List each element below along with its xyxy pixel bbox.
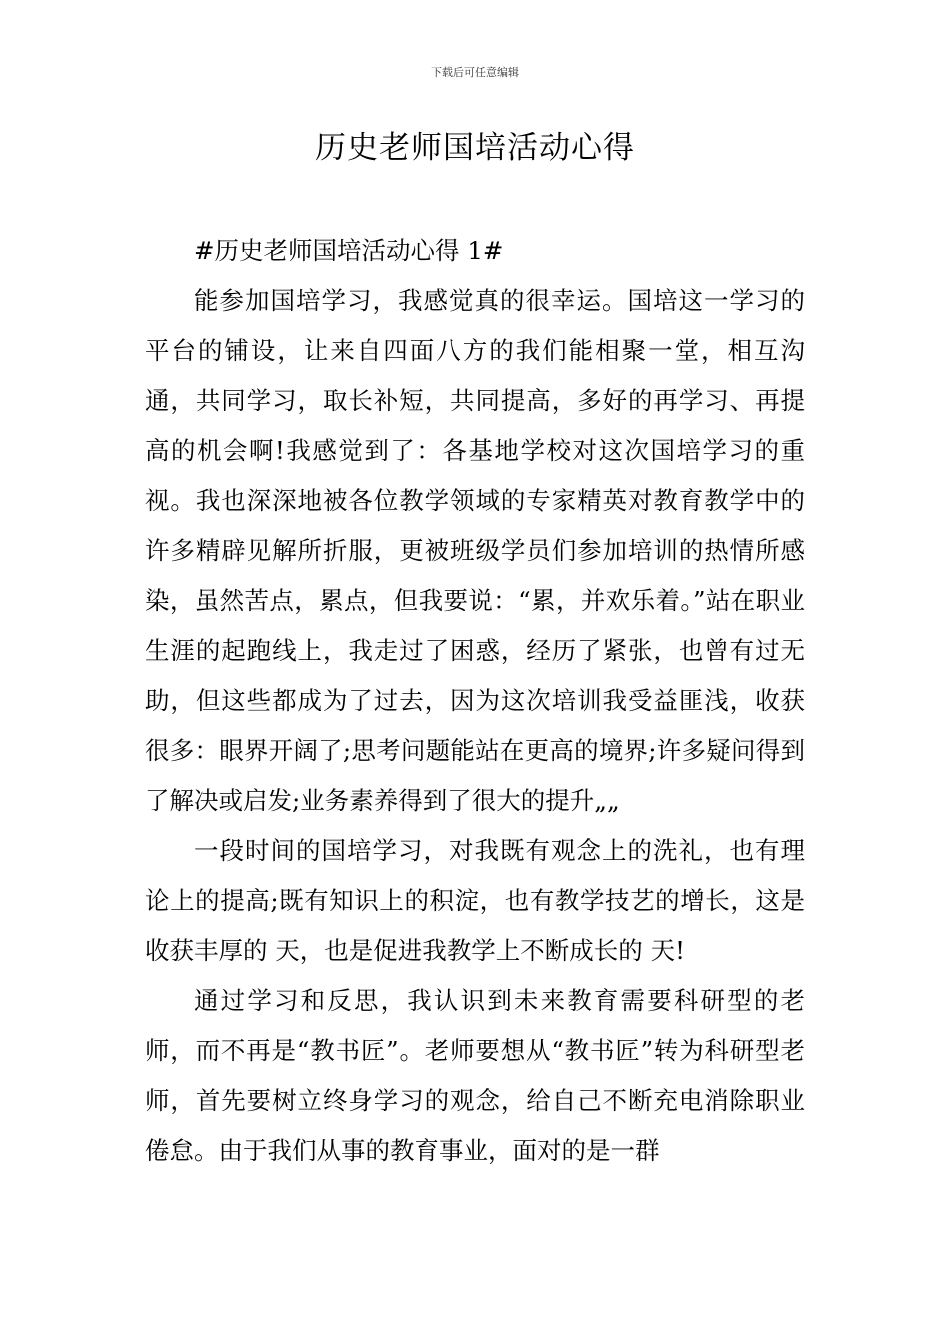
paragraph-2: 一段时间的国培学习，对我既有观念上的洗礼，也有理论上的提高;既有知识上的积淀，也有教学技艺的增长，这是收获丰厚的 天，也是促进我教学上不断成长的 天! [145,836,805,965]
document-body [145,226,805,1176]
document-title: 历史老师国培活动心得 [315,130,635,166]
paragraph-3: 通过学习和反思，我认识到未来教育需要科研型的老师，而不再是“教书匠”。老师要想从“教书匠”转为科研型老师，首先要树立终身学习的观念，给自己不断充电消除职业倦怠。由于我们从事的教育事业，面对的是一群 [145,986,805,1165]
paragraph-1: 能参加国培学习，我感觉真的很幸运。国培这一学习的平台的铺设，让来自四面八方的我们能相聚一堂，相互沟通，共同学习，取长补短，共同提高，多好的再学习、再提高的机会啊!我感觉到了：各基地学校对这次国培学习的重视。我也深深地被各位教学领域的专家精英对教育教学中的许多精辟见解所折服，更被班级学员们参加培训的热情所感染，虽然苦点，累点，但我要说：“累，并欢乐着。”站在职业生涯的起跑线上，我走过了困惑，经历了紧张，也曾有过无助，但这些都成为了过去，因为这次培训我受益匪浅，收获很多：眼界开阔了;思考问题能站在更高的境界;许多疑问得到了解决或启发;业务素养得到了很大的提升„„ [145,286,805,815]
header-note: 下载后可任意编辑 [431,66,519,79]
section-heading: #历史老师国培活动心得 1# [194,236,504,265]
